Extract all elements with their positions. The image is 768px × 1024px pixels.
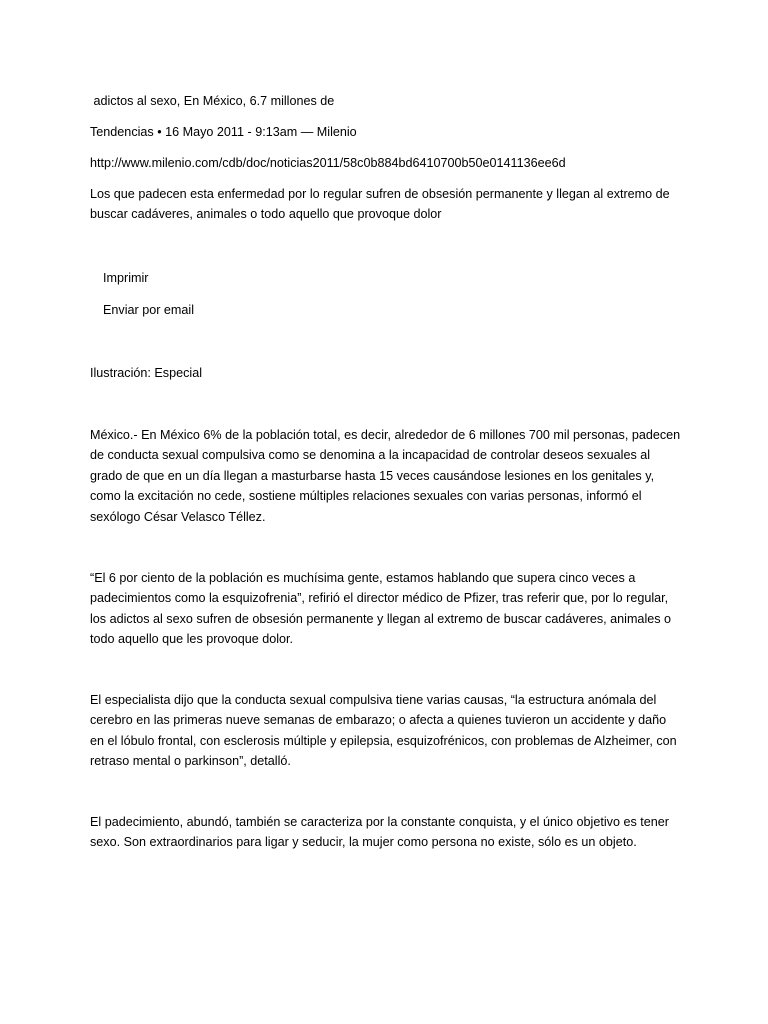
article-meta: Tendencias • 16 Mayo 2011 - 9:13am — Milenio <box>90 125 357 139</box>
body-paragraph-2: “El 6 por ciento de la población es muchísima gente, estamos hablando que supera cinco veces a padecimientos como la esquizofrenia”, refirió el director médico de Pfizer, tras referir que, por lo regular, los adictos al sexo sufren de obsesión permanente y llegan al extremo de buscar cadáveres, animales o todo aquello que les provoque dolor. <box>90 571 672 647</box>
print-link[interactable]: Imprimir <box>103 271 149 285</box>
article-url[interactable] <box>90 153 566 173</box>
body-paragraph-1: México.- En México 6% de la población total, es decir, alrededor de 6 millones 700 mil personas, padecen de conducta sexual compulsiva como se denomina a la incapacidad de controlar deseos sexuales al grado de que en un día llegan a masturbarse hasta 15 veces causándose lesiones en los genitales y, como la excitación no cede, sostiene múltiples relaciones sexuales con varias personas, informó el sexólogo César Velasco Téllez. <box>90 428 681 524</box>
email-link[interactable]: Enviar por email <box>103 303 194 317</box>
article-url-link[interactable]: http://www.milenio.com/cdb/doc/noticias2011/58c0b884bd6410700b50e0141136ee6d <box>90 156 566 170</box>
article-summary: Los que padecen esta enfermedad por lo regular sufren de obsesión permanente y llegan al extremo de buscar cadáveres, animales o todo aquello que provoque dolor <box>90 187 670 222</box>
illustration-credit: Ilustración: Especial <box>90 366 202 380</box>
document-page <box>90 0 690 1024</box>
body-paragraph-4: El padecimiento, abundó, también se caracteriza por la constante conquista, y el único objetivo es tener sexo. Son extraordinarios para ligar y seducir, la mujer como persona no existe, sólo es un objeto. <box>90 815 669 850</box>
article-headline: adictos al sexo, En México, 6.7 millones de <box>90 94 335 108</box>
body-paragraph-3: El especialista dijo que la conducta sexual compulsiva tiene varias causas, “la estructura anómala del cerebro en las primeras nueve semanas de embarazo; o afecta a quienes tuvieron un accidente y daño en el lóbulo frontal, con esclerosis múltiple y epilepsia, esquizofrénicos, con problemas de Alzheimer, con retraso mental o parkinson”, detalló. <box>90 693 677 769</box>
